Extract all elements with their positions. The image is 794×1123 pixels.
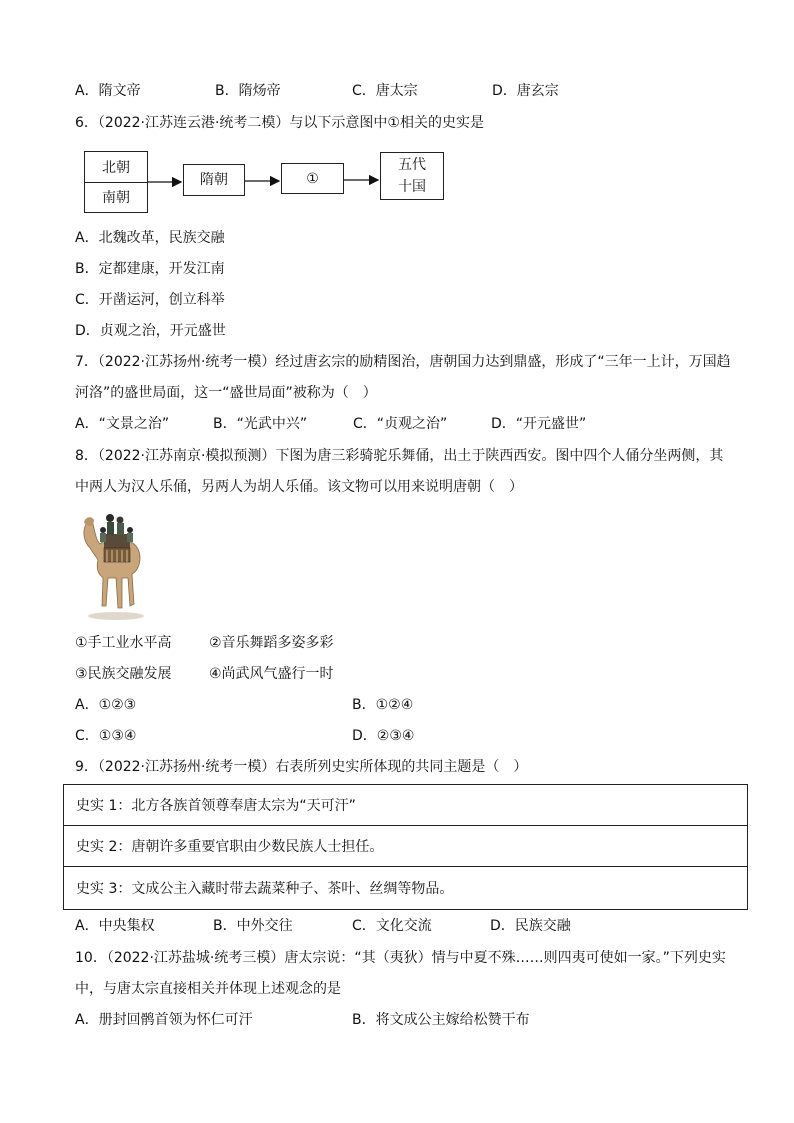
q7-option-a: A．“文景之治” (75, 416, 170, 432)
q6-option-c: C．开凿运河，创立科举 (75, 292, 225, 308)
q10-option-b: B．将文成公主嫁给松赞干布 (352, 1012, 530, 1028)
q9-option-c: C．文化交流 (352, 918, 432, 934)
q9-option-d: D．民族交融 (490, 918, 571, 934)
q8-item-3: ③民族交融发展 (75, 666, 172, 682)
q6-option-b: B．定都建康，开发江南 (75, 261, 225, 277)
diagram-marker-label: ① (306, 170, 319, 187)
diagram-sui-label: 隋朝 (200, 172, 228, 188)
q5-option-a: A．隋文帝 (75, 83, 141, 99)
q10-stem-line2: 中，与唐太宗直接相关并体现上述观念的是 (75, 981, 341, 997)
q9-table (63, 784, 748, 910)
q8-item-1: ①手工业水平高 (75, 635, 172, 651)
diagram-south-label: 南朝 (102, 189, 130, 206)
q10-stem-line1: 10．（2022·江苏盐城·统考三模）唐太宗说：“其（夷狄）情与中夏不殊……则四夷可使如一家。”下列史实 (75, 950, 726, 966)
q5-option-b: B．隋炀帝 (215, 83, 281, 99)
q5-option-c: C．唐太宗 (352, 83, 418, 99)
table-cell: 史实 3：文成公主入藏时带去蔬菜种子、茶叶、丝绸等物品。 (76, 880, 454, 897)
table-row (64, 785, 747, 826)
q7-stem-line2: 河洛”的盛世局面，这一“盛世局面”被称为（ ） (75, 385, 377, 401)
q8-stem-line2: 中两人为汉人乐俑，另两人为胡人乐俑。该文物可以用来说明唐朝（ ） (75, 479, 523, 495)
q6-option-a: A．北魏改革，民族交融 (75, 230, 225, 246)
q7-option-b: B．“光武中兴” (213, 416, 308, 432)
camel-figurine-image (76, 508, 150, 626)
q8-option-a: A．①②③ (75, 697, 137, 713)
q7-stem-line1: 7．（2022·江苏扬州·统考一模）经过唐玄宗的励精图治，唐朝国力达到鼎盛，形成了“三年一上计，万国趋 (75, 354, 731, 370)
q8-item-2: ②音乐舞蹈多姿多彩 (209, 635, 334, 651)
table-cell: 史实 2：唐朝许多重要官职由少数民族人士担任。 (76, 839, 384, 855)
q8-option-c: C．①③④ (75, 728, 137, 744)
q7-option-d: D．“开元盛世” (491, 416, 587, 432)
table-row (64, 867, 747, 908)
q10-option-a: A．册封回鹘首领为怀仁可汗 (75, 1012, 253, 1028)
q9-stem: 9．（2022·江苏扬州·统考一模）右表所列史实所体现的共同主题是（ ） (75, 759, 528, 775)
diagram-five-line2: 十国 (398, 179, 426, 195)
q6-stem: 6．（2022·江苏连云港·统考二模）与以下示意图中①相关的史实是 (75, 115, 484, 131)
q6-option-d: D．贞观之治，开元盛世 (75, 323, 226, 339)
diagram-arrows (0, 0, 794, 260)
q8-stem-line1: 8．（2022·江苏南京·模拟预测）下图为唐三彩骑驼乐舞俑，出土于陕西西安。图中四个人俑分坐两侧，其 (75, 448, 724, 464)
diagram-north-label: 北朝 (102, 159, 130, 176)
table-cell: 史实 1：北方各族首领尊奉唐太宗为“天可汗” (76, 798, 356, 814)
q9-option-a: A．中央集权 (75, 918, 155, 934)
q5-option-d: D．唐玄宗 (492, 83, 559, 99)
q8-option-d: D．②③④ (352, 728, 415, 744)
q8-item-4: ④尚武风气盛行一时 (209, 666, 334, 682)
diagram-five-line1: 五代 (398, 157, 426, 173)
q8-option-b: B．①②④ (352, 697, 414, 713)
q9-option-b: B．中外交往 (213, 918, 293, 934)
q7-option-c: C．“贞观之治” (353, 416, 448, 432)
table-row (64, 826, 747, 867)
